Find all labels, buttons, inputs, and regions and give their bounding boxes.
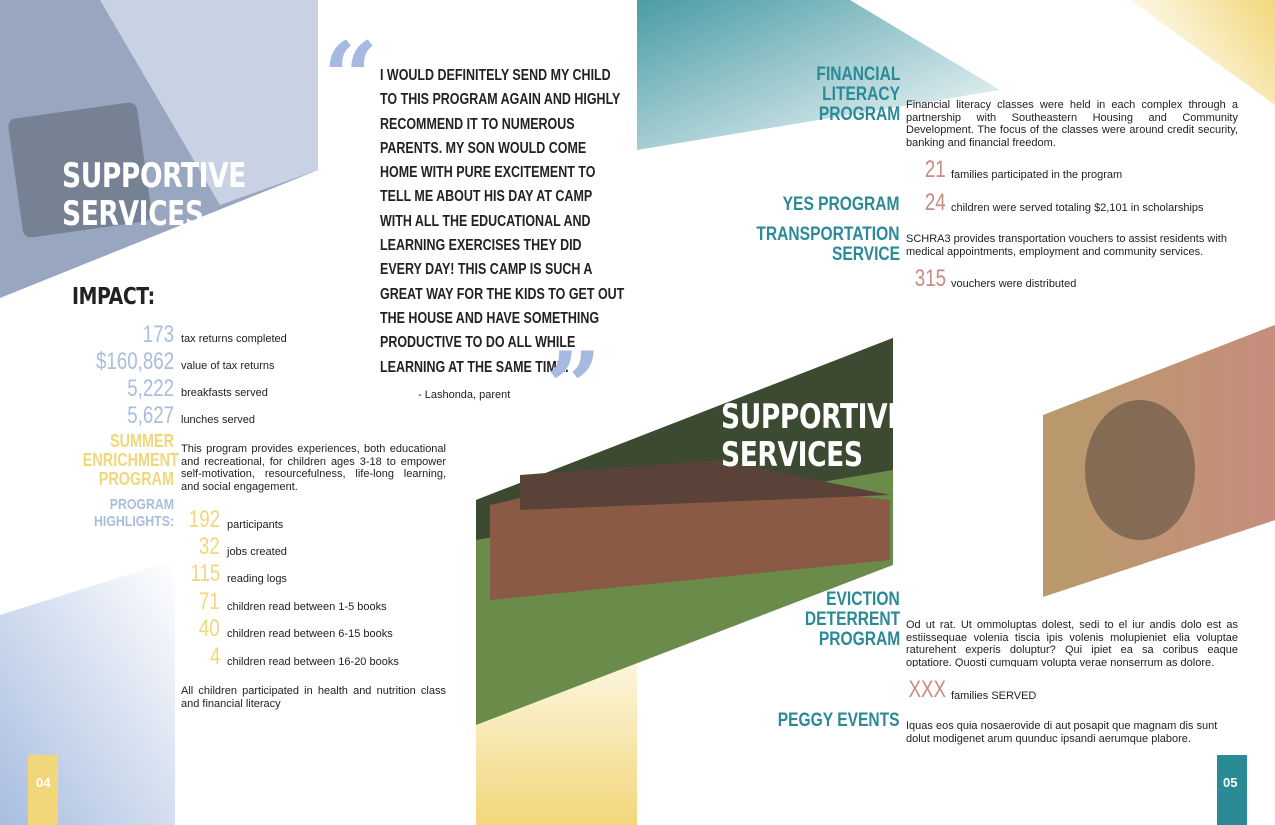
highlight-stat-row (120, 534, 420, 560)
yellow-corner-shape (1130, 0, 1275, 105)
quote-line: GREAT WAY FOR THE KIDS TO GET OUT (380, 285, 625, 303)
highlight-stat-row (120, 507, 420, 533)
quote-line: EVERY DAY! THIS CAMP IS SUCH A (380, 261, 593, 279)
impact-stat-value: 5,627 (127, 402, 174, 429)
quote-line: WITH ALL THE EDUCATIONAL AND (380, 212, 591, 230)
quote-line: PRODUCTIVE TO DO ALL WHILE (380, 334, 576, 352)
impact-stat-label: breakfasts served (181, 387, 268, 399)
quote-line: I WOULD DEFINITELY SEND MY CHILD (380, 67, 611, 84)
impact-stat-value: 5,222 (127, 375, 174, 402)
impact-stat-row (60, 376, 360, 402)
quote-line: PARENTS. MY SON WOULD COME (380, 139, 587, 157)
quote-line: RECOMMEND IT TO NUMEROUS (380, 115, 575, 133)
impact-stat-row (60, 403, 360, 429)
quote-line: THE HOUSE AND HAVE SOMETHING (380, 309, 600, 327)
closing-note: All children participated in health and nutrition class and financial literacy (181, 685, 446, 710)
highlight-stat-row (120, 616, 420, 642)
highlight-stat-label: children read between 1-5 books (227, 601, 387, 613)
highlight-stat-value: 192 (188, 506, 220, 533)
quote-line: TELL ME ABOUT HIS DAY AT CAMP (380, 188, 593, 206)
eviction-stat: XXX families SERVED (908, 676, 1037, 703)
financial-description: Financial literacy classes were held in each complex through a partnership with Southeastern Housing and Community Development. The focus of the classes were around credit security, banking and financial freedom. (906, 99, 1238, 149)
highlight-stat-row (120, 644, 420, 670)
highlight-stat-value: 40 (199, 615, 220, 642)
transport-stat: 315 vouchers were distributed (914, 265, 1077, 292)
highlights-heading: PROGRAM HIGHLIGHTS: (94, 496, 174, 530)
impact-stat-label: value of tax returns (181, 360, 275, 372)
quote-attribution: - Lashonda, parent (418, 389, 511, 401)
peggy-description: Iquas eos quia nosaerovide di aut posapit que magnam dis sunt dolut modigenet arum quunduc ipsandi aerumque plabore. (906, 720, 1218, 745)
impact-stat-value: 173 (142, 321, 174, 348)
quote-line: TO THIS PROGRAM AGAIN AND HIGHLY (380, 91, 621, 109)
highlight-stat-value: 32 (199, 533, 220, 560)
page-number-right: 05 (1223, 775, 1238, 790)
impact-stat-label: tax returns completed (181, 333, 287, 345)
page-tab-left (28, 755, 58, 825)
quote-line: LEARNING AT THE SAME TIME. (380, 358, 569, 376)
quote-line: LEARNING EXERCISES THEY DID (380, 237, 582, 255)
highlight-stat-label: participants (227, 519, 284, 531)
right-hero-title: SUPPORTIVE SERVICES (721, 397, 905, 475)
highlight-stat-label: jobs created (227, 546, 287, 558)
highlight-stat-value: 71 (199, 588, 220, 615)
impact-stat-row (60, 322, 360, 348)
eviction-description: Od ut rat. Ut ommoluptas dolest, sedi to el iur andis dolo est as estiissequae volenia tiscia ipis volenis molupieniet elia voluptae raturehent experis doluptur? Qui ipiet ea sa coribus eaque optatiore. Quosti cumquam volupta verae nonserrum as dolore. (906, 619, 1238, 667)
summer-heading: SUMMER ENRICHMENT PROGRAM (82, 431, 179, 489)
quote-line: HOME WITH PURE EXCITEMENT TO (380, 164, 596, 182)
page-number-left: 04 (36, 775, 51, 790)
highlight-stat-value: 115 (190, 560, 220, 587)
highlight-stat-label: children read between 16-20 books (227, 656, 399, 668)
left-hero-title: SUPPORTIVE SERVICES (62, 156, 246, 234)
impact-stat-row (60, 349, 360, 375)
impact-heading: IMPACT: (72, 284, 155, 310)
transport-description: SCHRA3 provides transportation vouchers to assist residents with medical appointments, employment and community services. (906, 233, 1227, 258)
highlight-stat-label: children read between 6-15 books (227, 628, 393, 640)
impact-stat-value: $160,862 (95, 348, 174, 375)
page-tab-right (1217, 755, 1247, 825)
highlight-stat-row (120, 561, 420, 587)
close-quote-mark: ” (546, 331, 602, 444)
summer-description: This program provides experiences, both educational and recreational, for children ages 3-18 to empower self-motivation, resourcefulness, life-long learning, and social engagement. (181, 443, 446, 493)
open-quote-mark: “ (323, 21, 379, 134)
yes-stat: 24 children were served totaling $2,101 in scholarships (925, 189, 1204, 216)
highlight-stat-value: 4 (209, 643, 220, 670)
financial-stat: 21 families participated in the program (925, 156, 1123, 183)
highlight-stat-label: reading logs (227, 573, 287, 585)
highlight-stat-row (120, 589, 420, 615)
impact-stat-label: lunches served (181, 414, 255, 426)
